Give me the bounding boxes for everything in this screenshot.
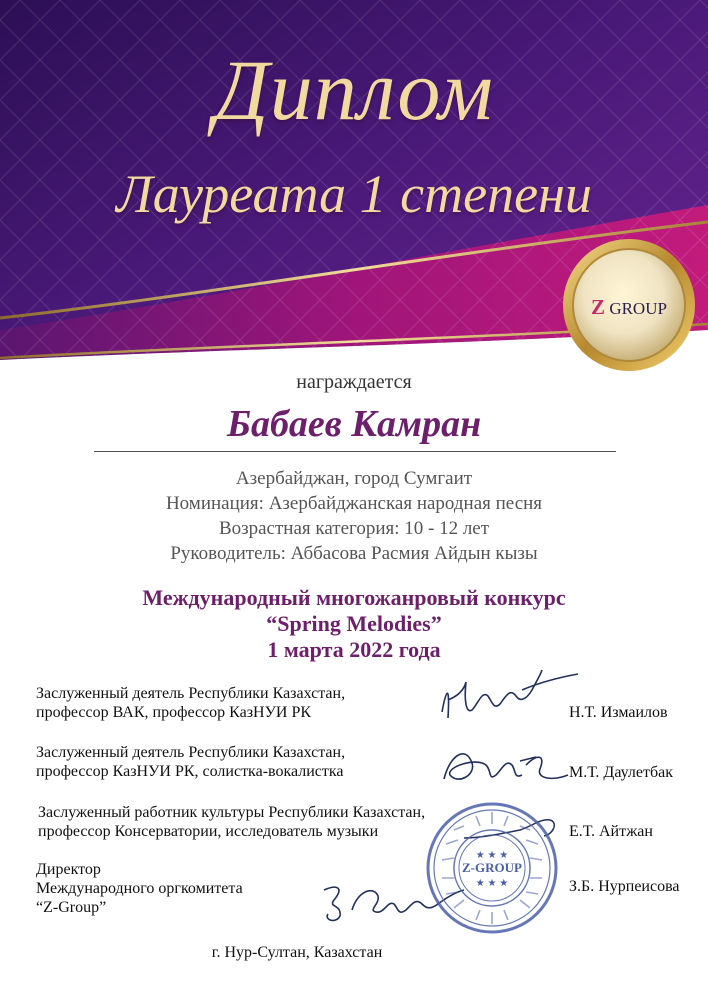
svg-text:★ ★ ★: ★ ★ ★ <box>475 850 509 861</box>
recipient-name: Бабаев Камран <box>226 403 482 445</box>
detail-supervisor: Руководитель: Аббасова Расмия Айдын кызы <box>170 543 538 564</box>
logo-text <box>562 295 696 320</box>
signature-1 <box>436 660 586 730</box>
awarded-label: награждается <box>296 371 412 393</box>
detail-age-category: Возрастная категория: 10 - 12 лет <box>218 518 490 539</box>
contest-date: 1 марта 2022 года <box>267 637 441 662</box>
signatory-1-title-line: Заслуженный деятель Республики Казахстан, <box>36 685 346 702</box>
signatory-1-title-line: профессор ВАК, профессор КазНУИ РК <box>36 704 312 721</box>
signatory-4-title-line: “Z-Group” <box>36 899 107 916</box>
signatory-2-title-line: профессор КазНУИ РК, солистка-вокалистка <box>36 763 344 780</box>
svg-text:★ ★ ★: ★ ★ ★ <box>475 878 509 889</box>
signatory-1-name: Н.Т. Измаилов <box>569 704 668 721</box>
contest-title: “Spring Melodies” <box>266 611 442 636</box>
signatory-1-title <box>36 684 345 722</box>
signatory-3-title-line: Заслуженный работник культуры Республики Казахстан, <box>38 804 426 821</box>
contest-name: Международный многожанровый конкурс <box>142 585 566 610</box>
signatory-3-title-line: профессор Консерватории, исследователь музыки <box>38 823 379 840</box>
signatory-3-title <box>38 803 425 841</box>
signatory-4-name: З.Б. Нурпеисова <box>569 878 680 895</box>
signatory-4-title-line: Международного оргкомитета <box>36 880 243 897</box>
detail-nomination: Номинация: Азербайджанская народная песня <box>165 493 543 514</box>
signatory-4-title <box>36 860 243 917</box>
signatory-2-title-line: Заслуженный деятель Республики Казахстан, <box>36 744 346 761</box>
signatory-4-title-line: Директор <box>36 861 101 878</box>
diploma-subtitle: Лауреата 1 степени <box>116 164 592 224</box>
contest-info <box>0 585 708 663</box>
diploma-title: Диплом <box>214 42 494 138</box>
official-stamp <box>424 800 560 936</box>
signatory-2-title <box>36 743 345 781</box>
z-group-logo <box>562 238 696 372</box>
city-footer: г. Нур-Султан, Казахстан <box>211 944 383 961</box>
signatory-2-name: М.Т. Даулетбак <box>569 764 673 781</box>
signatory-3-name: Е.Т. Айтжан <box>569 823 653 840</box>
stamp-center-text: Z-GROUP <box>462 860 522 875</box>
detail-location: Азербайджан, город Сумгаит <box>235 468 473 489</box>
award-details <box>0 466 708 566</box>
divider-line <box>94 451 616 452</box>
logo-z-letter: Z <box>591 295 606 319</box>
logo-group-word: GROUP <box>609 299 667 318</box>
signature-2 <box>436 735 576 795</box>
